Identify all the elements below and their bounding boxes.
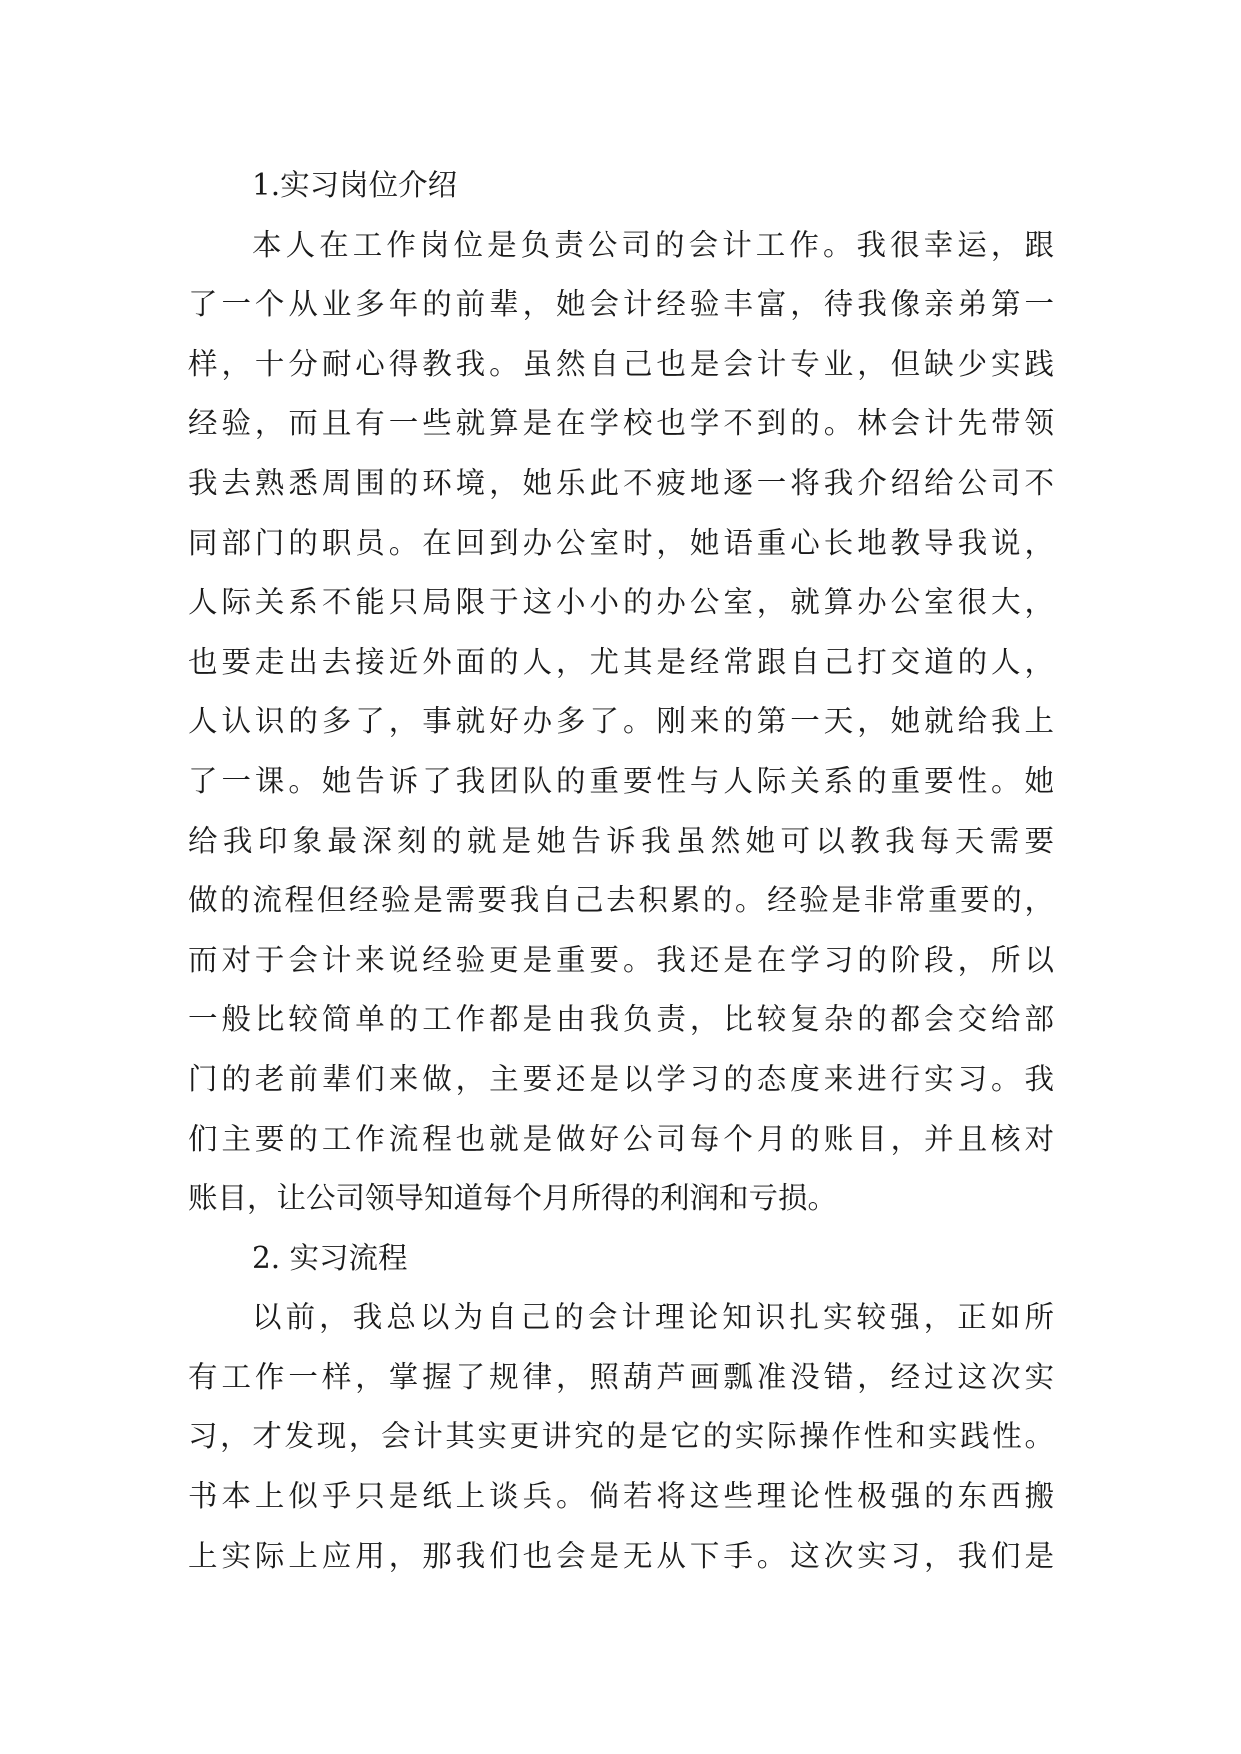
paragraph-line: 做的流程但经验是需要我自己去积累的。经验是非常重要的， bbox=[188, 883, 1054, 918]
paragraph-line: 给我印象最深刻的就是她告诉我虽然她可以教我每天需要 bbox=[188, 823, 1054, 858]
section-heading: 1.实习岗位介绍 bbox=[252, 168, 458, 202]
paragraph-line: 人际关系不能只局限于这小小的办公室，就算办公室很大， bbox=[188, 585, 1054, 620]
paragraph-line: 书本上似乎只是纸上谈兵。倘若将这些理论性极强的东西搬 bbox=[188, 1479, 1054, 1514]
paragraph-line: 我去熟悉周围的环境，她乐此不疲地逐一将我介绍给公司不 bbox=[188, 465, 1054, 500]
section-heading: 2. 实习流程 bbox=[252, 1240, 408, 1275]
paragraph-line: 门的老前辈们来做，主要还是以学习的态度来进行实习。我 bbox=[188, 1061, 1054, 1096]
paragraph-line: 有工作一样，掌握了规律，照葫芦画瓢准没错，经过这次实 bbox=[188, 1359, 1054, 1394]
document-body bbox=[188, 156, 1054, 1586]
paragraph-line: 了一课。她告诉了我团队的重要性与人际关系的重要性。她 bbox=[188, 763, 1054, 798]
paragraph-line: 们主要的工作流程也就是做好公司每个月的账目，并且核对 bbox=[188, 1121, 1054, 1156]
paragraph-line: 以前，我总以为自己的会计理论知识扎实较强，正如所 bbox=[252, 1300, 1054, 1335]
paragraph-line: 样，十分耐心得教我。虽然自己也是会计专业，但缺少实践 bbox=[188, 346, 1054, 381]
paragraph-line: 同部门的职员。在回到办公室时，她语重心长地教导我说， bbox=[188, 525, 1054, 560]
paragraph-line: 账目，让公司领导知道每个月所得的利润和亏损。 bbox=[188, 1181, 838, 1216]
paragraph-line: 了一个从业多年的前辈，她会计经验丰富，待我像亲弟第一 bbox=[188, 287, 1054, 322]
paragraph-line: 一般比较简单的工作都是由我负责，比较复杂的都会交给部 bbox=[188, 1002, 1054, 1037]
paragraph-line: 人认识的多了，事就好办多了。刚来的第一天，她就给我上 bbox=[188, 704, 1054, 739]
paragraph-line: 本人在工作岗位是负责公司的会计工作。我很幸运，跟 bbox=[252, 227, 1054, 262]
paragraph-line: 习，才发现，会计其实更讲究的是它的实际操作性和实践性。 bbox=[188, 1419, 1054, 1454]
paragraph-line: 而对于会计来说经验更是重要。我还是在学习的阶段，所以 bbox=[188, 942, 1054, 977]
paragraph-line: 也要走出去接近外面的人，尤其是经常跟自己打交道的人， bbox=[188, 644, 1054, 679]
paragraph-line: 上实际上应用，那我们也会是无从下手。这次实习，我们是 bbox=[188, 1538, 1054, 1573]
paragraph-line: 经验，而且有一些就算是在学校也学不到的。林会计先带领 bbox=[188, 406, 1054, 441]
